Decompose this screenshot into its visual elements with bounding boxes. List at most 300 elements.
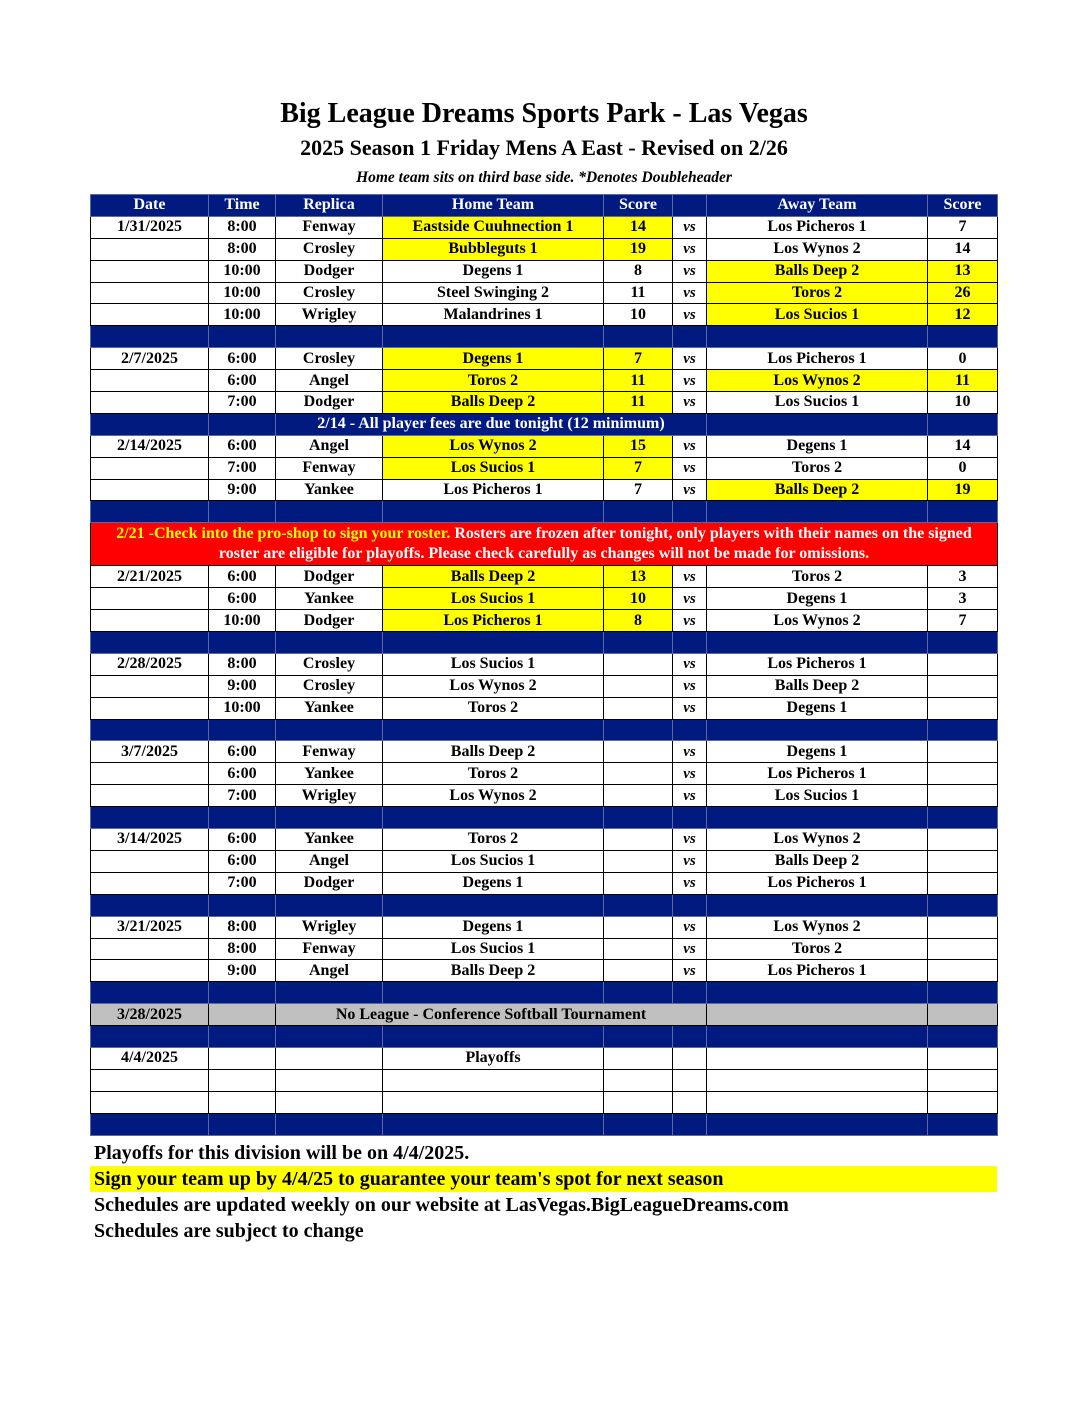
separator-cell: [673, 807, 707, 829]
vs-cell: vs: [673, 457, 707, 479]
away-team-cell: Toros 2: [707, 566, 928, 588]
home-team-cell: Balls Deep 2: [383, 960, 604, 982]
separator-cell: [928, 894, 998, 916]
away-team-cell: Toros 2: [707, 938, 928, 960]
page-subtitle: 2025 Season 1 Friday Mens A East - Revised on 2/26: [300, 135, 788, 160]
field-cell: [276, 1069, 383, 1091]
field-cell: Crosley: [276, 348, 383, 370]
game-row: [91, 348, 998, 370]
date-cell: [91, 282, 209, 304]
separator-cell: [604, 894, 673, 916]
separator-cell: [928, 719, 998, 741]
separator-cell: [209, 982, 276, 1004]
home-score-cell: 11: [604, 282, 673, 304]
separator-cell: [604, 719, 673, 741]
date-cell: 2/7/2025: [91, 348, 209, 370]
roster-alert: [91, 523, 998, 566]
away-score-cell: 12: [928, 304, 998, 326]
separator-cell: [604, 982, 673, 1004]
vs-cell: vs: [673, 260, 707, 282]
roster-alert-lead: 2/21 -Check into the pro-shop to sign your roster.: [116, 525, 451, 543]
roster-alert-row: [91, 523, 998, 566]
field-cell: Angel: [276, 370, 383, 392]
away-score-cell: [928, 872, 998, 894]
home-score-cell: [604, 1091, 673, 1113]
separator-cell: [209, 632, 276, 654]
vs-cell: vs: [673, 829, 707, 851]
vs-cell: vs: [673, 850, 707, 872]
column-header-vs: [673, 195, 707, 217]
vs-cell: vs: [673, 304, 707, 326]
separator-cell: [209, 1113, 276, 1135]
away-team-cell: Los Wynos 2: [707, 610, 928, 632]
away-team-cell: Los Picheros 1: [707, 763, 928, 785]
time-cell: 7:00: [209, 392, 276, 414]
vs-cell: vs: [673, 916, 707, 938]
away-score-cell: [928, 829, 998, 851]
home-score-cell: [604, 785, 673, 807]
vs-cell: vs: [673, 479, 707, 501]
game-row: [91, 457, 998, 479]
date-cell: [91, 675, 209, 697]
separator-cell: [928, 1113, 998, 1135]
vs-cell: vs: [673, 653, 707, 675]
away-team-cell: Los Picheros 1: [707, 348, 928, 370]
home-team-cell: Steel Swinging 2: [383, 282, 604, 304]
field-cell: Angel: [276, 850, 383, 872]
home-score-cell: [604, 916, 673, 938]
website-note: Schedules are updated weekly on our website at LasVegas.BigLeagueDreams.com: [94, 1194, 789, 1216]
home-score-cell: 7: [604, 348, 673, 370]
game-row: [91, 675, 998, 697]
field-cell: Yankee: [276, 479, 383, 501]
home-score-cell: 8: [604, 260, 673, 282]
separator-cell: [209, 413, 276, 435]
separator-cell: [604, 632, 673, 654]
away-team-cell: Los Sucios 1: [707, 304, 928, 326]
game-row: [91, 238, 998, 260]
away-score-cell: [928, 697, 998, 719]
game-row: [91, 1069, 998, 1091]
home-team-cell: Balls Deep 2: [383, 741, 604, 763]
separator-cell: [928, 1026, 998, 1048]
separator-cell: [673, 719, 707, 741]
date-cell: [91, 1069, 209, 1091]
separator-cell: [209, 501, 276, 523]
footer-notes: [90, 1140, 997, 1244]
away-score-cell: 26: [928, 282, 998, 304]
away-score-cell: [928, 1091, 998, 1113]
away-score-cell: 3: [928, 566, 998, 588]
column-header-date: Date: [91, 195, 209, 217]
game-row: [91, 872, 998, 894]
separator-cell: [276, 632, 383, 654]
separator-cell: [707, 501, 928, 523]
away-score-cell: [928, 741, 998, 763]
date-cell: [91, 304, 209, 326]
separator-cell: [604, 1026, 673, 1048]
home-team-cell: Toros 2: [383, 763, 604, 785]
away-team-cell: Los Wynos 2: [707, 238, 928, 260]
separator-cell: [276, 501, 383, 523]
home-team-cell: Los Wynos 2: [383, 435, 604, 457]
away-score-cell: 13: [928, 260, 998, 282]
home-score-cell: 15: [604, 435, 673, 457]
date-cell: 1/31/2025: [91, 216, 209, 238]
home-team-cell: Balls Deep 2: [383, 566, 604, 588]
field-cell: Dodger: [276, 260, 383, 282]
date-cell: 4/4/2025: [91, 1047, 209, 1069]
field-cell: Fenway: [276, 741, 383, 763]
home-team-cell: Los Wynos 2: [383, 785, 604, 807]
home-team-cell: Los Sucios 1: [383, 457, 604, 479]
separator-cell: [707, 807, 928, 829]
separator-cell: [707, 326, 928, 348]
field-cell: Crosley: [276, 282, 383, 304]
separator-cell: [276, 1113, 383, 1135]
home-team-cell: Los Sucios 1: [383, 938, 604, 960]
field-cell: [276, 1091, 383, 1113]
field-cell: Yankee: [276, 829, 383, 851]
home-team-cell: Los Wynos 2: [383, 675, 604, 697]
separator-cell: [707, 719, 928, 741]
field-cell: Fenway: [276, 216, 383, 238]
home-score-cell: [604, 1069, 673, 1091]
away-score-cell: [928, 675, 998, 697]
separator-row: [91, 719, 998, 741]
away-score-cell: [928, 938, 998, 960]
home-team-cell: Balls Deep 2: [383, 392, 604, 414]
separator-cell: [673, 894, 707, 916]
time-cell: 6:00: [209, 741, 276, 763]
away-score-cell: [928, 1004, 998, 1026]
game-row: [91, 653, 998, 675]
field-cell: [276, 1047, 383, 1069]
time-cell: [209, 1004, 276, 1026]
separator-cell: [276, 807, 383, 829]
field-cell: Dodger: [276, 610, 383, 632]
time-cell: [209, 1069, 276, 1091]
game-row: [91, 392, 998, 414]
vs-cell: vs: [673, 763, 707, 785]
separator-cell: [673, 501, 707, 523]
header-row: [91, 195, 998, 217]
vs-cell: [673, 1091, 707, 1113]
fees-notice: 2/14 - All player fees are due tonight (12 minimum): [276, 413, 707, 435]
away-score-cell: [928, 916, 998, 938]
separator-cell: [91, 1113, 209, 1135]
home-team-cell: Playoffs: [383, 1047, 604, 1069]
separator-cell: [604, 1113, 673, 1135]
separator-cell: [928, 501, 998, 523]
date-cell: [91, 370, 209, 392]
away-score-cell: 0: [928, 457, 998, 479]
time-cell: 10:00: [209, 304, 276, 326]
home-team-cell: Toros 2: [383, 370, 604, 392]
game-row: [91, 216, 998, 238]
game-row: [91, 370, 998, 392]
date-cell: [91, 938, 209, 960]
separator-cell: [209, 1026, 276, 1048]
separator-cell: [928, 807, 998, 829]
vs-cell: vs: [673, 785, 707, 807]
notice-row: [91, 413, 998, 435]
home-score-cell: 19: [604, 238, 673, 260]
separator-cell: [707, 413, 928, 435]
away-team-cell: Toros 2: [707, 282, 928, 304]
date-cell: 3/14/2025: [91, 829, 209, 851]
vs-cell: vs: [673, 216, 707, 238]
date-cell: [91, 785, 209, 807]
home-score-cell: [604, 872, 673, 894]
game-row: [91, 304, 998, 326]
vs-cell: vs: [673, 741, 707, 763]
separator-cell: [383, 1113, 604, 1135]
separator-cell: [209, 719, 276, 741]
game-row: [91, 1047, 998, 1069]
date-cell: 3/28/2025: [91, 1004, 209, 1026]
away-score-cell: 14: [928, 435, 998, 457]
vs-cell: vs: [673, 392, 707, 414]
away-score-cell: 0: [928, 348, 998, 370]
time-cell: 8:00: [209, 216, 276, 238]
separator-cell: [91, 501, 209, 523]
field-cell: Dodger: [276, 566, 383, 588]
home-score-cell: 7: [604, 479, 673, 501]
change-note: Schedules are subject to change: [94, 1220, 364, 1242]
date-cell: [91, 610, 209, 632]
time-cell: 9:00: [209, 675, 276, 697]
home-score-cell: 11: [604, 370, 673, 392]
vs-cell: vs: [673, 960, 707, 982]
time-cell: 6:00: [209, 829, 276, 851]
time-cell: [209, 1091, 276, 1113]
date-cell: [91, 872, 209, 894]
separator-cell: [673, 982, 707, 1004]
home-team-note: Home team sits on third base side. *Denotes Doubleheader: [356, 169, 732, 186]
away-score-cell: [928, 1047, 998, 1069]
away-team-cell: Balls Deep 2: [707, 850, 928, 872]
separator-cell: [209, 807, 276, 829]
game-row: [91, 960, 998, 982]
game-row: [91, 916, 998, 938]
time-cell: 6:00: [209, 435, 276, 457]
separator-cell: [604, 326, 673, 348]
vs-cell: vs: [673, 588, 707, 610]
field-cell: Crosley: [276, 238, 383, 260]
home-score-cell: [604, 829, 673, 851]
away-score-cell: [928, 1069, 998, 1091]
separator-cell: [91, 632, 209, 654]
separator-row: [91, 1026, 998, 1048]
time-cell: 6:00: [209, 588, 276, 610]
vs-cell: vs: [673, 675, 707, 697]
separator-cell: [604, 807, 673, 829]
time-cell: 7:00: [209, 872, 276, 894]
separator-cell: [928, 982, 998, 1004]
home-score-cell: 8: [604, 610, 673, 632]
column-header-away-score: Score: [928, 195, 998, 217]
time-cell: 6:00: [209, 370, 276, 392]
field-cell: Yankee: [276, 588, 383, 610]
signup-note: Sign your team up by 4/4/25 to guarantee your team's spot for next season: [90, 1166, 997, 1192]
vs-cell: vs: [673, 610, 707, 632]
vs-cell: vs: [673, 348, 707, 370]
home-score-cell: [604, 1047, 673, 1069]
home-team-cell: Toros 2: [383, 697, 604, 719]
date-cell: [91, 479, 209, 501]
separator-cell: [276, 1026, 383, 1048]
time-cell: 6:00: [209, 348, 276, 370]
time-cell: 10:00: [209, 697, 276, 719]
column-header-away-team: Away Team: [707, 195, 928, 217]
away-score-cell: [928, 960, 998, 982]
separator-cell: [276, 719, 383, 741]
field-cell: Angel: [276, 435, 383, 457]
separator-cell: [276, 326, 383, 348]
vs-cell: vs: [673, 435, 707, 457]
field-cell: Crosley: [276, 675, 383, 697]
home-team-cell: Los Sucios 1: [383, 653, 604, 675]
separator-cell: [928, 632, 998, 654]
game-row: [91, 938, 998, 960]
field-cell: Wrigley: [276, 916, 383, 938]
separator-cell: [707, 894, 928, 916]
no-league-notice: No League - Conference Softball Tournament: [276, 1004, 707, 1026]
home-team-cell: [383, 1069, 604, 1091]
home-score-cell: [604, 653, 673, 675]
time-cell: 9:00: [209, 960, 276, 982]
home-score-cell: [604, 960, 673, 982]
home-team-cell: Malandrines 1: [383, 304, 604, 326]
separator-cell: [383, 1026, 604, 1048]
separator-cell: [209, 326, 276, 348]
separator-cell: [276, 982, 383, 1004]
schedule-body: [91, 195, 998, 1136]
home-team-cell: Bubbleguts 1: [383, 238, 604, 260]
separator-cell: [276, 894, 383, 916]
away-team-cell: Balls Deep 2: [707, 260, 928, 282]
away-score-cell: [928, 850, 998, 872]
home-score-cell: 13: [604, 566, 673, 588]
separator-cell: [383, 982, 604, 1004]
field-cell: Yankee: [276, 763, 383, 785]
separator-cell: [673, 632, 707, 654]
separator-cell: [91, 1026, 209, 1048]
home-score-cell: [604, 741, 673, 763]
time-cell: 7:00: [209, 457, 276, 479]
page-title: Big League Dreams Sports Park - Las Vegas: [280, 98, 808, 129]
game-row: [91, 260, 998, 282]
home-score-cell: [604, 675, 673, 697]
home-score-cell: 10: [604, 588, 673, 610]
home-score-cell: [604, 850, 673, 872]
time-cell: 9:00: [209, 479, 276, 501]
vs-cell: [673, 1047, 707, 1069]
home-score-cell: 11: [604, 392, 673, 414]
away-team-cell: Balls Deep 2: [707, 479, 928, 501]
field-cell: Crosley: [276, 653, 383, 675]
date-cell: [91, 1091, 209, 1113]
game-row: [91, 282, 998, 304]
separator-cell: [707, 632, 928, 654]
away-team-cell: [707, 1004, 928, 1026]
vs-cell: vs: [673, 370, 707, 392]
separator-cell: [91, 982, 209, 1004]
game-row: [91, 610, 998, 632]
game-row: [91, 566, 998, 588]
away-team-cell: Degens 1: [707, 741, 928, 763]
date-cell: [91, 238, 209, 260]
game-row: [91, 479, 998, 501]
home-score-cell: 14: [604, 216, 673, 238]
game-row: [91, 697, 998, 719]
separator-cell: [209, 894, 276, 916]
time-cell: 10:00: [209, 282, 276, 304]
time-cell: 8:00: [209, 238, 276, 260]
separator-cell: [707, 982, 928, 1004]
home-score-cell: [604, 938, 673, 960]
separator-row: [91, 1113, 998, 1135]
home-score-cell: [604, 697, 673, 719]
away-team-cell: [707, 1069, 928, 1091]
separator-cell: [673, 1113, 707, 1135]
separator-cell: [91, 719, 209, 741]
game-row: [91, 1091, 998, 1113]
no-league-row: [91, 1004, 998, 1026]
field-cell: Yankee: [276, 697, 383, 719]
separator-cell: [383, 894, 604, 916]
separator-cell: [673, 1026, 707, 1048]
vs-cell: [673, 1069, 707, 1091]
playoffs-note: Playoffs for this division will be on 4/4/2025.: [94, 1142, 470, 1164]
time-cell: 6:00: [209, 566, 276, 588]
separator-cell: [383, 807, 604, 829]
separator-cell: [383, 719, 604, 741]
separator-row: [91, 807, 998, 829]
separator-cell: [91, 894, 209, 916]
separator-cell: [91, 326, 209, 348]
separator-row: [91, 894, 998, 916]
date-cell: [91, 697, 209, 719]
date-cell: [91, 588, 209, 610]
field-cell: Fenway: [276, 457, 383, 479]
vs-cell: vs: [673, 697, 707, 719]
time-cell: 6:00: [209, 850, 276, 872]
date-cell: [91, 850, 209, 872]
away-team-cell: Los Picheros 1: [707, 216, 928, 238]
away-team-cell: Degens 1: [707, 435, 928, 457]
home-team-cell: Los Sucios 1: [383, 588, 604, 610]
game-row: [91, 850, 998, 872]
separator-cell: [383, 632, 604, 654]
separator-cell: [673, 326, 707, 348]
away-score-cell: 10: [928, 392, 998, 414]
roster-alert-text: Rosters are frozen after tonight, only players with their names on the signed roster are eligible for playoffs. Please check carefully as changes will not be made for omissions.: [218, 525, 972, 563]
home-team-cell: Toros 2: [383, 829, 604, 851]
home-team-cell: Eastside Cuuhnection 1: [383, 216, 604, 238]
vs-cell: vs: [673, 566, 707, 588]
time-cell: [209, 1047, 276, 1069]
vs-cell: vs: [673, 238, 707, 260]
home-team-cell: [383, 1091, 604, 1113]
away-team-cell: Degens 1: [707, 588, 928, 610]
away-score-cell: 14: [928, 238, 998, 260]
field-cell: Dodger: [276, 392, 383, 414]
column-header-time: Time: [209, 195, 276, 217]
time-cell: 8:00: [209, 916, 276, 938]
separator-cell: [91, 807, 209, 829]
